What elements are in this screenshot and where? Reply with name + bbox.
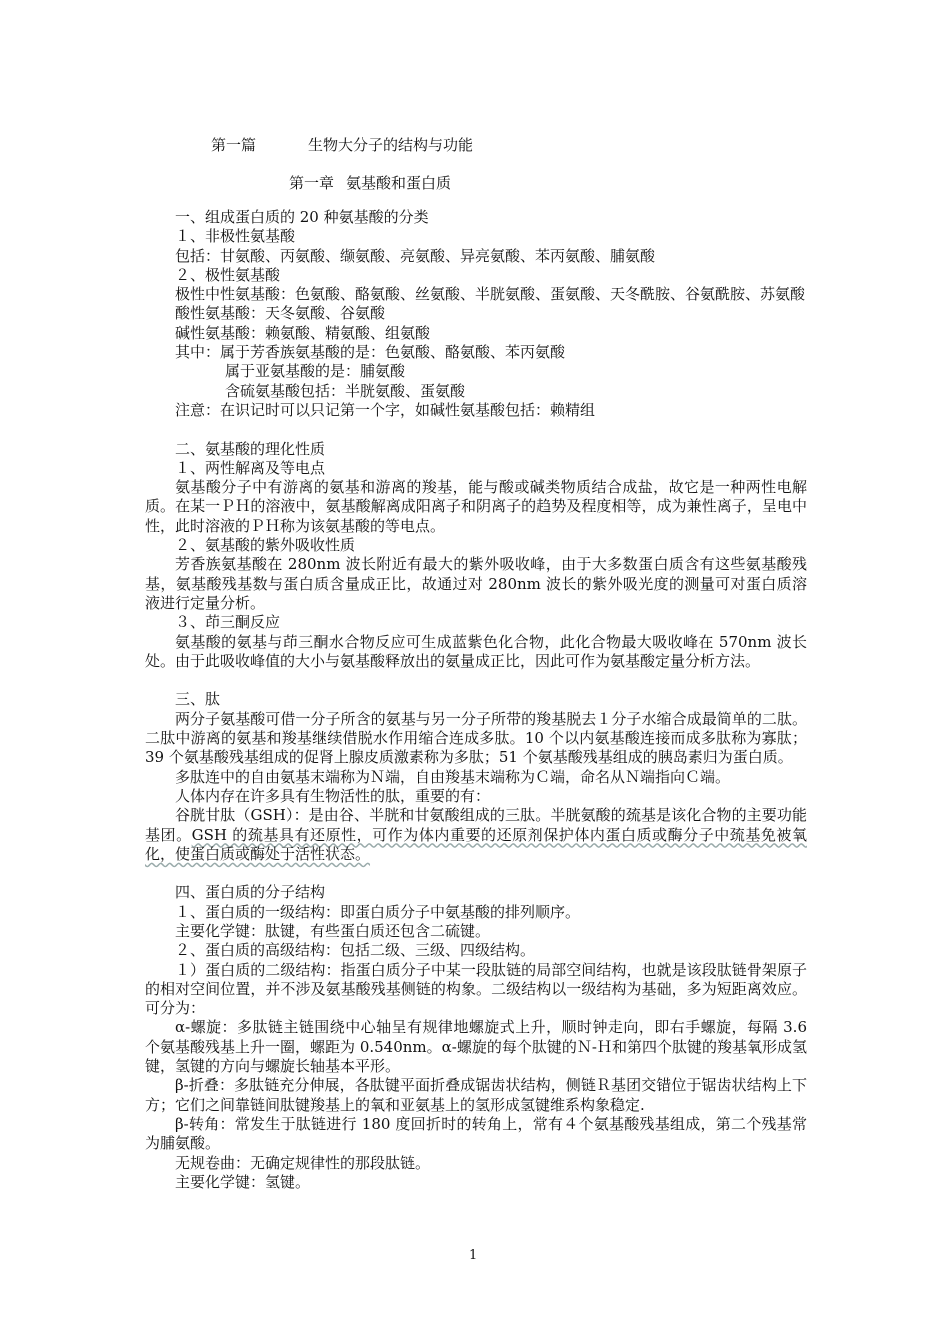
- paragraph: 芳香族氨基酸在 280nm 波长附近有最大的紫外吸收峰，由于大多数蛋白质含有这些氨基酸残基，氨基酸残基数与蛋白质含量成正比，故通过对 280nm 波长的紫外吸光度的测量可对蛋白质溶液进行定量分析。: [145, 555, 807, 612]
- paragraph: 属于亚氨基酸的是：脯氨酸: [225, 362, 406, 381]
- paragraph: 包括：甘氨酸、丙氨酸、缬氨酸、亮氨酸、异亮氨酸、苯丙氨酸、脯氨酸: [175, 246, 656, 265]
- subheading: １、非极性氨基酸: [175, 227, 296, 246]
- paragraph: 多肽连中的自由氨基末端称为Ｎ端，自由羧基末端称为Ｃ端，命名从Ｎ端指向Ｃ端。: [175, 767, 731, 786]
- part-text: 生物大分子的结构与功能: [308, 136, 474, 154]
- paragraph: 人体内存在许多具有生物活性的肽，重要的有：: [175, 786, 491, 805]
- section-heading: 四、蛋白质的分子结构: [175, 883, 326, 902]
- subheading: １、两性解离及等电点: [175, 458, 326, 477]
- paragraph: 主要化学键：氢键。: [175, 1172, 311, 1191]
- part-label: 第一篇: [211, 136, 257, 154]
- subheading: ２、极性氨基酸: [175, 265, 281, 284]
- subheading: １、蛋白质的一级结构：即蛋白质分子中氨基酸的排列顺序。: [175, 902, 581, 921]
- chapter-title: [289, 172, 451, 193]
- paragraph: 两分子氨基酸可借一分子所含的氨基与另一分子所带的羧基脱去１分子水缩合成最简单的二肽。二肽中游离的氨基和羧基继续借脱水作用缩合连成多肽。10 个以内氨基酸连接而成多肽称为寡肽；39 个氨基酸残基组成的促肾上腺皮质激素称为多肽；51 个氨基酸残基组成的胰岛素归为蛋白质。: [145, 709, 807, 767]
- paragraph: 主要化学键：肽键，有些蛋白质还包含二硫键。: [175, 921, 491, 940]
- paragraph: 极性中性氨基酸：色氨酸、酪氨酸、丝氨酸、半胱氨酸、蛋氨酸、天冬酰胺、谷氨酰胺、苏氨酸: [175, 285, 806, 304]
- chapter-text: 氨基酸和蛋白质: [346, 174, 452, 192]
- page-number: 1: [469, 1248, 478, 1263]
- section-heading: 二、氨基酸的理化性质: [175, 439, 326, 458]
- note: 注意：在识记时可以只记第一个字，如碱性氨基酸包括：赖精组: [175, 400, 596, 419]
- paragraph: 其中：属于芳香族氨基酸的是：色氨酸、酪氨酸、苯丙氨酸: [175, 343, 566, 362]
- paragraph: 碱性氨基酸：赖氨酸、精氨酸、组氨酸: [175, 323, 431, 342]
- subheading: ２、蛋白质的高级结构：包括二级、三级、四级结构。: [175, 941, 536, 960]
- paragraph: １）蛋白质的二级结构：指蛋白质分子中某一段肽链的局部空间结构，也就是该段肽链骨架原子的相对空间位置，并不涉及氨基酸残基侧链的构象。二级结构以一级结构为基础，多为短距离效应。可分为：: [145, 960, 807, 1018]
- paragraph: 氨基酸分子中有游离的氨基和游离的羧基，能与酸或碱类物质结合成盐，故它是一种两性电解质。在某一ＰＨ的溶液中，氨基酸解离成阳离子和阴离子的趋势及程度相等，成为兼性离子，呈电中性，此时溶液的ＰＨ称为该氨基酸的等电点。: [145, 478, 807, 535]
- paragraph: β-折叠：多肽链充分伸展，各肽键平面折叠成锯齿状结构，侧链Ｒ基团交错位于锯齿状结构上下方；它们之间靠链间肽键羧基上的氧和亚氨基上的氢形成氢键维系构象稳定.: [145, 1076, 807, 1114]
- chapter-label: 第一章: [289, 174, 335, 192]
- section-heading: 一、组成蛋白质的 20 种氨基酸的分类: [175, 208, 429, 226]
- document-body: [145, 208, 807, 1192]
- paragraph: 氨基酸的氨基与茚三酮水合物反应可生成蓝紫色化合物，此化合物最大吸收峰在 570nm 波长处。由于此吸收峰值的大小与氨基酸释放出的氨量成正比，因此可作为氨基酸定量分析方法。: [145, 632, 807, 670]
- section-heading: 三、肽: [175, 690, 221, 709]
- paragraph: α-螺旋：多肽链主链围绕中心轴呈有规律地螺旋式上升，顺时钟走向，即右手螺旋，每隔 3.6 个氨基酸残基上升一圈，螺距为 0.540nm。α-螺旋的每个肽键的Ｎ-Ｈ和第四个肽键的羧基氧形成氢键，氢键的方向与螺旋长轴基本平形。: [145, 1018, 807, 1076]
- part-title: [211, 134, 473, 155]
- subheading: ２、氨基酸的紫外吸收性质: [175, 536, 356, 555]
- gsh-reducing-text: GSH 的巯基具有还原性，可作为体内重要的还原剂保护体内蛋白质或酶分子中巯基免被氧化，使蛋白质或酶处于活性状态。: [145, 825, 807, 863]
- gsh-text: 谷胱甘肽（GSH）：是由谷、半胱和甘氨酸组成的三肽。半胱氨酸的巯基是该化合物的主要功能基团。: [145, 806, 807, 844]
- paragraph: [145, 806, 807, 864]
- paragraph: 含硫氨基酸包括：半胱氨酸、蛋氨酸: [225, 381, 466, 400]
- paragraph: 酸性氨基酸：天冬氨酸、谷氨酸: [175, 304, 386, 323]
- paragraph: 无规卷曲：无确定规律性的那段肽链。: [175, 1153, 431, 1172]
- paragraph: β-转角：常发生于肽链进行 180 度回折时的转角上，常有４个氨基酸残基组成，第二个残基常为脯氨酸。: [145, 1114, 807, 1153]
- subheading: ３、茚三酮反应: [175, 613, 281, 632]
